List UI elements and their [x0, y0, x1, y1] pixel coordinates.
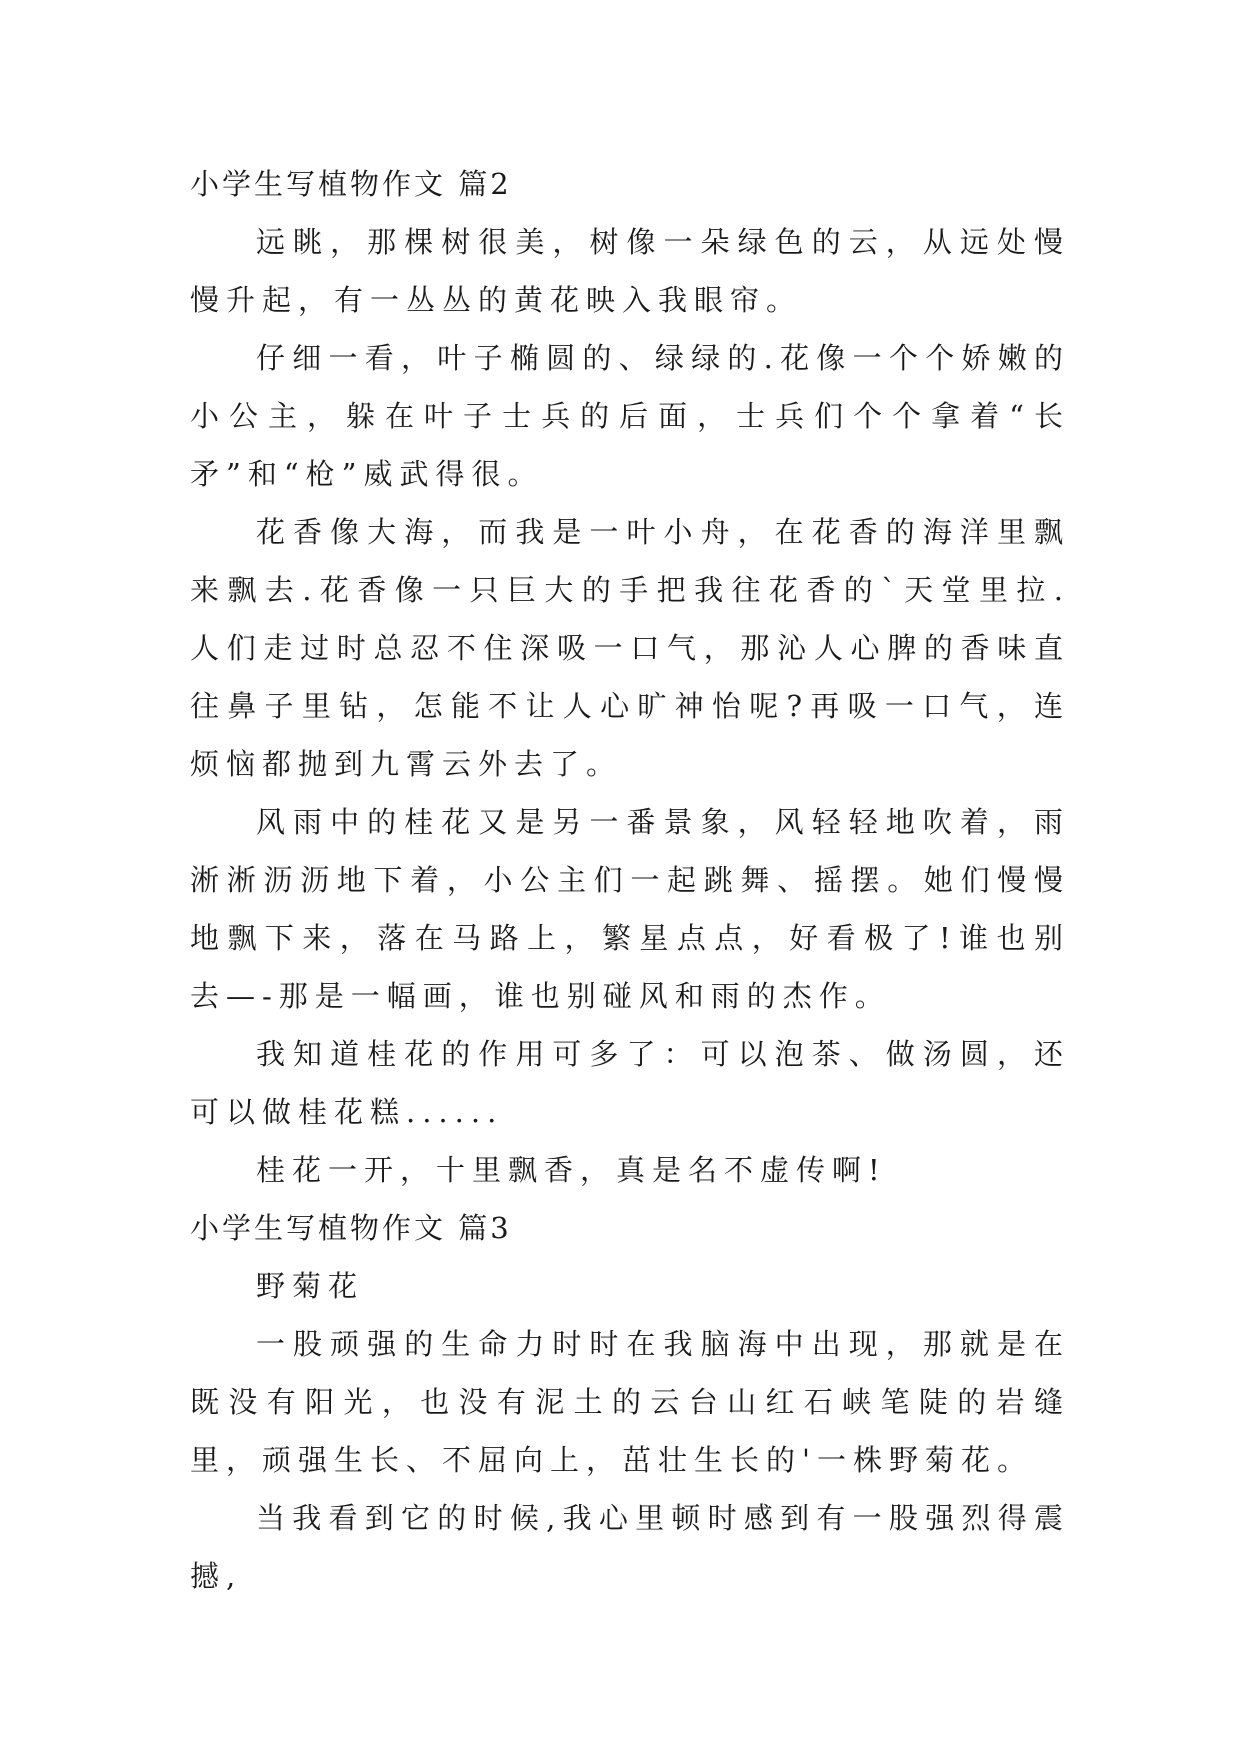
- section-heading-2: 小学生写植物作文 篇2: [190, 167, 512, 201]
- paragraph: 桂花一开，十里飘香，真是名不虚传啊!: [256, 1153, 887, 1187]
- paragraph: 远眺，那棵树很美，树像一朵绿色的云，从远处慢慢升起，有一丛丛的黄花映入我眼帘。: [190, 225, 1070, 317]
- paragraph: 我知道桂花的作用可多了：可以泡茶、做汤圆，还可以做桂花糕......: [190, 1037, 1070, 1129]
- paragraph: 花香像大海，而我是一叶小舟，在花香的海洋里飘来飘去.花香像一只巨大的手把我往花香的`天堂里拉.人们走过时总忍不住深吸一口气，那沁人心脾的香味直往鼻子里钻，怎能不让人心旷神怡呢?再吸一口气，连烦恼都抛到九霄云外去了。: [190, 515, 1070, 781]
- paragraph: 风雨中的桂花又是另一番景象，风轻轻地吹着，雨淅淅沥沥地下着，小公主们一起跳舞、摇摆。她们慢慢地飘下来，落在马路上，繁星点点，好看极了!谁也别去—-那是一幅画，谁也别碰风和雨的杰作。: [190, 805, 1070, 1013]
- document-body: [190, 155, 1070, 1605]
- paragraph: 当我看到它的时候,我心里顿时感到有一股强烈得震撼,: [190, 1501, 1070, 1593]
- paragraph: 一股顽强的生命力时时在我脑海中出现，那就是在既没有阳光，也没有泥土的云台山红石峡笔陡的岩缝里，顽强生长、不屈向上，茁壮生长的'一株野菊花。: [190, 1327, 1070, 1477]
- subtitle-paragraph: 野菊花: [256, 1269, 365, 1303]
- section-heading-3: 小学生写植物作文 篇3: [190, 1211, 512, 1245]
- paragraph: 仔细一看，叶子椭圆的、绿绿的.花像一个个娇嫩的小公主，躲在叶子士兵的后面，士兵们个个拿着“长矛”和“枪”威武得很。: [190, 341, 1070, 491]
